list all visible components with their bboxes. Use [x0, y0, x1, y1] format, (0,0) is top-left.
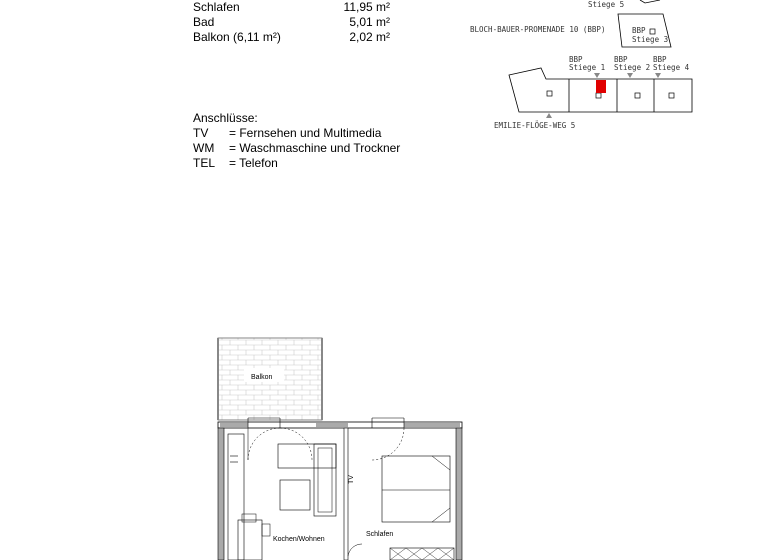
legend-code: WM — [193, 141, 215, 155]
site-plan — [460, 0, 710, 140]
stiege5-label: Stiege 5 — [588, 0, 625, 9]
room-area: 11,95 m² — [343, 0, 390, 14]
stiege5-outline — [640, 0, 660, 3]
floor-plan — [210, 330, 470, 560]
legend-desc: = Telefon — [229, 156, 278, 170]
bedroom-label: Schlafen — [366, 531, 394, 538]
stiege3-label: Stiege 3 — [632, 35, 669, 44]
legend-code: TV — [193, 126, 209, 140]
stiege4-bbp: BBP — [653, 55, 667, 64]
stiege1-bbp: BBP — [569, 55, 583, 64]
stiege4-label: Stiege 4 — [653, 63, 690, 72]
tv-symbol: TV — [348, 475, 355, 484]
entrance-arrow — [594, 73, 600, 78]
connections-title: Anschlüsse: — [193, 111, 258, 125]
living-room-label: Kochen/Wohnen — [273, 536, 325, 543]
balcony-label: Balkon — [251, 374, 273, 381]
bed — [382, 456, 450, 522]
dining-table — [238, 520, 262, 560]
wardrobe — [390, 548, 454, 560]
room-name: Bad — [193, 15, 215, 29]
kitchen-counter — [228, 434, 244, 560]
room-area: 2,02 m² — [349, 30, 390, 44]
room-name: Schlafen — [193, 0, 240, 14]
entrance-arrow — [627, 73, 633, 78]
stiege2-bbp: BBP — [614, 55, 628, 64]
entrance-arrow — [655, 73, 661, 78]
stiege3-bbp: BBP — [632, 26, 646, 35]
room-area: 5,01 m² — [349, 15, 390, 29]
sofa — [278, 444, 336, 468]
unit-highlight — [596, 80, 606, 93]
legend-desc: = Waschmaschine und Trockner — [229, 141, 401, 155]
room-name: Balkon (6,11 m²) — [193, 30, 281, 44]
legend-code: TEL — [193, 156, 216, 170]
stiege2-label: Stiege 2 — [614, 63, 651, 72]
stiege1-label: Stiege 1 — [569, 63, 606, 72]
street-top: BLOCH-BAUER-PROMENADE 10 (BBP) — [470, 25, 606, 34]
legend-desc: = Fernsehen und Multimedia — [229, 126, 382, 140]
street-bottom: EMILIE-FLÖGE-WEG 5 — [494, 121, 576, 130]
coffee-table — [280, 480, 310, 510]
entrance-arrow — [546, 113, 552, 118]
